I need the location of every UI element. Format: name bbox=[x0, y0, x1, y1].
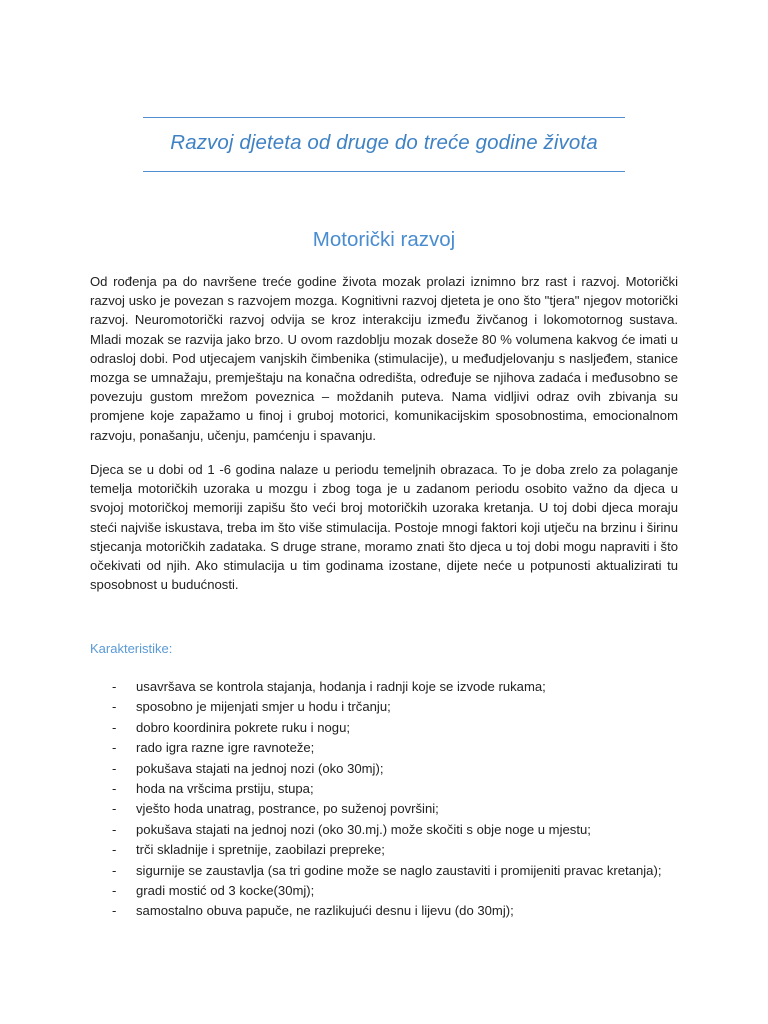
paragraph-2: Djeca se u dobi od 1 -6 godina nalaze u periodu temeljnih obrazaca. To je doba zrelo za polaganje temelja motoričkih uzoraka u mozgu i zbog toga je u zadanom periodu osobito važno da djeca u svojoj motoričkoj memoriji zapišu što veći broj motoričkih uzoraka kretanja. U toj dobi djeca moraju steći najviše iskustava, treba im što više stimulacija. Postoje mnogi faktori koji utječu na brzinu i širinu stjecanja motoričkih zadataka. S druge strane, moramo znati što djeca u toj dobi mogu napraviti i što očekivati od njih. Ako stimulacija u tim godinama izostane, dijete neće u potpunosti aktualizirati tu sposobnost u budućnosti. bbox=[90, 462, 678, 593]
list-item bbox=[112, 677, 661, 697]
paragraph-1: Od rođenja pa do navršene treće godine života mozak prolazi iznimno brz rast i razvoj. Motorički razvoj usko je povezan s razvojem mozga. Kognitivni razvoj djeteta je ono što "tjera" njegov motorički razvoj. Neuromotorički razvoj odvija se kroz interakciju između živčanog i lokomotornog sustava. Mladi mozak se razvija jako brzo. U ovom razdoblju mozak doseže 80 % volumena kakvog će imati u odrasloj dobi. Pod utjecajem vanjskih čimbenika (stimulacije), u međudjelovanju s nasljeđem, stanice mozga se umnažaju, premještaju na konačna odredišta, određuje se njihova zadaća i međusobno se povezuju gustom mrežom poveznica – moždanih puteva. Nama vidljivi odraz ovih zbivanja su promjene koje zapažamo u finoj i gruboj motorici, komunikacijskim sposobnostima, emocionalnom razvoju, ponašanju, učenju, pamćenju i spavanju. bbox=[90, 274, 678, 443]
bullet-dash: - bbox=[112, 842, 117, 858]
list-item-text: vješto hoda unatrag, postrance, po suženoj površini; bbox=[136, 801, 439, 817]
list-item-text: sigurnije se zaustavlja (sa tri godine može se naglo zaustaviti i promijeniti pravac kretanja); bbox=[136, 862, 662, 878]
title-top-rule bbox=[143, 117, 625, 118]
bullet-dash: - bbox=[112, 760, 117, 776]
list-item bbox=[112, 738, 661, 758]
bullet-dash: - bbox=[112, 699, 117, 715]
list-item bbox=[112, 820, 661, 840]
bullet-dash: - bbox=[112, 862, 117, 878]
bullet-dash: - bbox=[112, 719, 117, 735]
list-item-text: sposobno je mijenjati smjer u hodu i trčanju; bbox=[136, 699, 391, 715]
list-item-text: hoda na vršcima prstiju, stupa; bbox=[136, 781, 314, 797]
section-heading: Motorički razvoj bbox=[312, 228, 456, 251]
bullet-dash: - bbox=[112, 883, 117, 899]
title-bottom-rule bbox=[143, 171, 625, 172]
list-item-text: gradi mostić od 3 kocke(30mj); bbox=[136, 883, 315, 899]
bullet-dash: - bbox=[112, 801, 117, 817]
list-item bbox=[112, 861, 661, 881]
list-item-text: rado igra razne igre ravnoteže; bbox=[136, 740, 315, 756]
bullet-dash: - bbox=[112, 821, 117, 837]
list-item-text: pokušava stajati na jednoj nozi (oko 30mj); bbox=[136, 760, 384, 776]
list-item-text: pokušava stajati na jednoj nozi (oko 30.mj.) može skočiti s obje noge u mjestu; bbox=[136, 821, 591, 837]
list-item bbox=[112, 697, 661, 717]
list-item-text: dobro koordinira pokrete ruku i nogu; bbox=[136, 719, 350, 735]
list-item-text: trči skladnije i spretnije, zaobilazi prepreke; bbox=[136, 842, 385, 858]
characteristics-label: Karakteristike: bbox=[90, 641, 173, 656]
list-item bbox=[112, 779, 661, 799]
list-item-text: samostalno obuva papuče, ne razlikujući desnu i lijevu (do 30mj); bbox=[136, 903, 514, 919]
list-item bbox=[112, 759, 661, 779]
list-item-text: usavršava se kontrola stajanja, hodanja i radnji koje se izvode rukama; bbox=[136, 679, 546, 694]
characteristics-list bbox=[112, 677, 661, 922]
list-item bbox=[112, 901, 661, 921]
document-title: Razvoj djeteta od druge do treće godine života bbox=[170, 131, 598, 154]
list-item bbox=[112, 881, 661, 901]
bullet-dash: - bbox=[112, 740, 117, 756]
bullet-dash: - bbox=[112, 903, 117, 919]
bullet-dash: - bbox=[112, 781, 117, 797]
list-item bbox=[112, 799, 661, 819]
list-item bbox=[112, 840, 661, 860]
list-item bbox=[112, 718, 661, 738]
bullet-dash: - bbox=[112, 679, 117, 694]
